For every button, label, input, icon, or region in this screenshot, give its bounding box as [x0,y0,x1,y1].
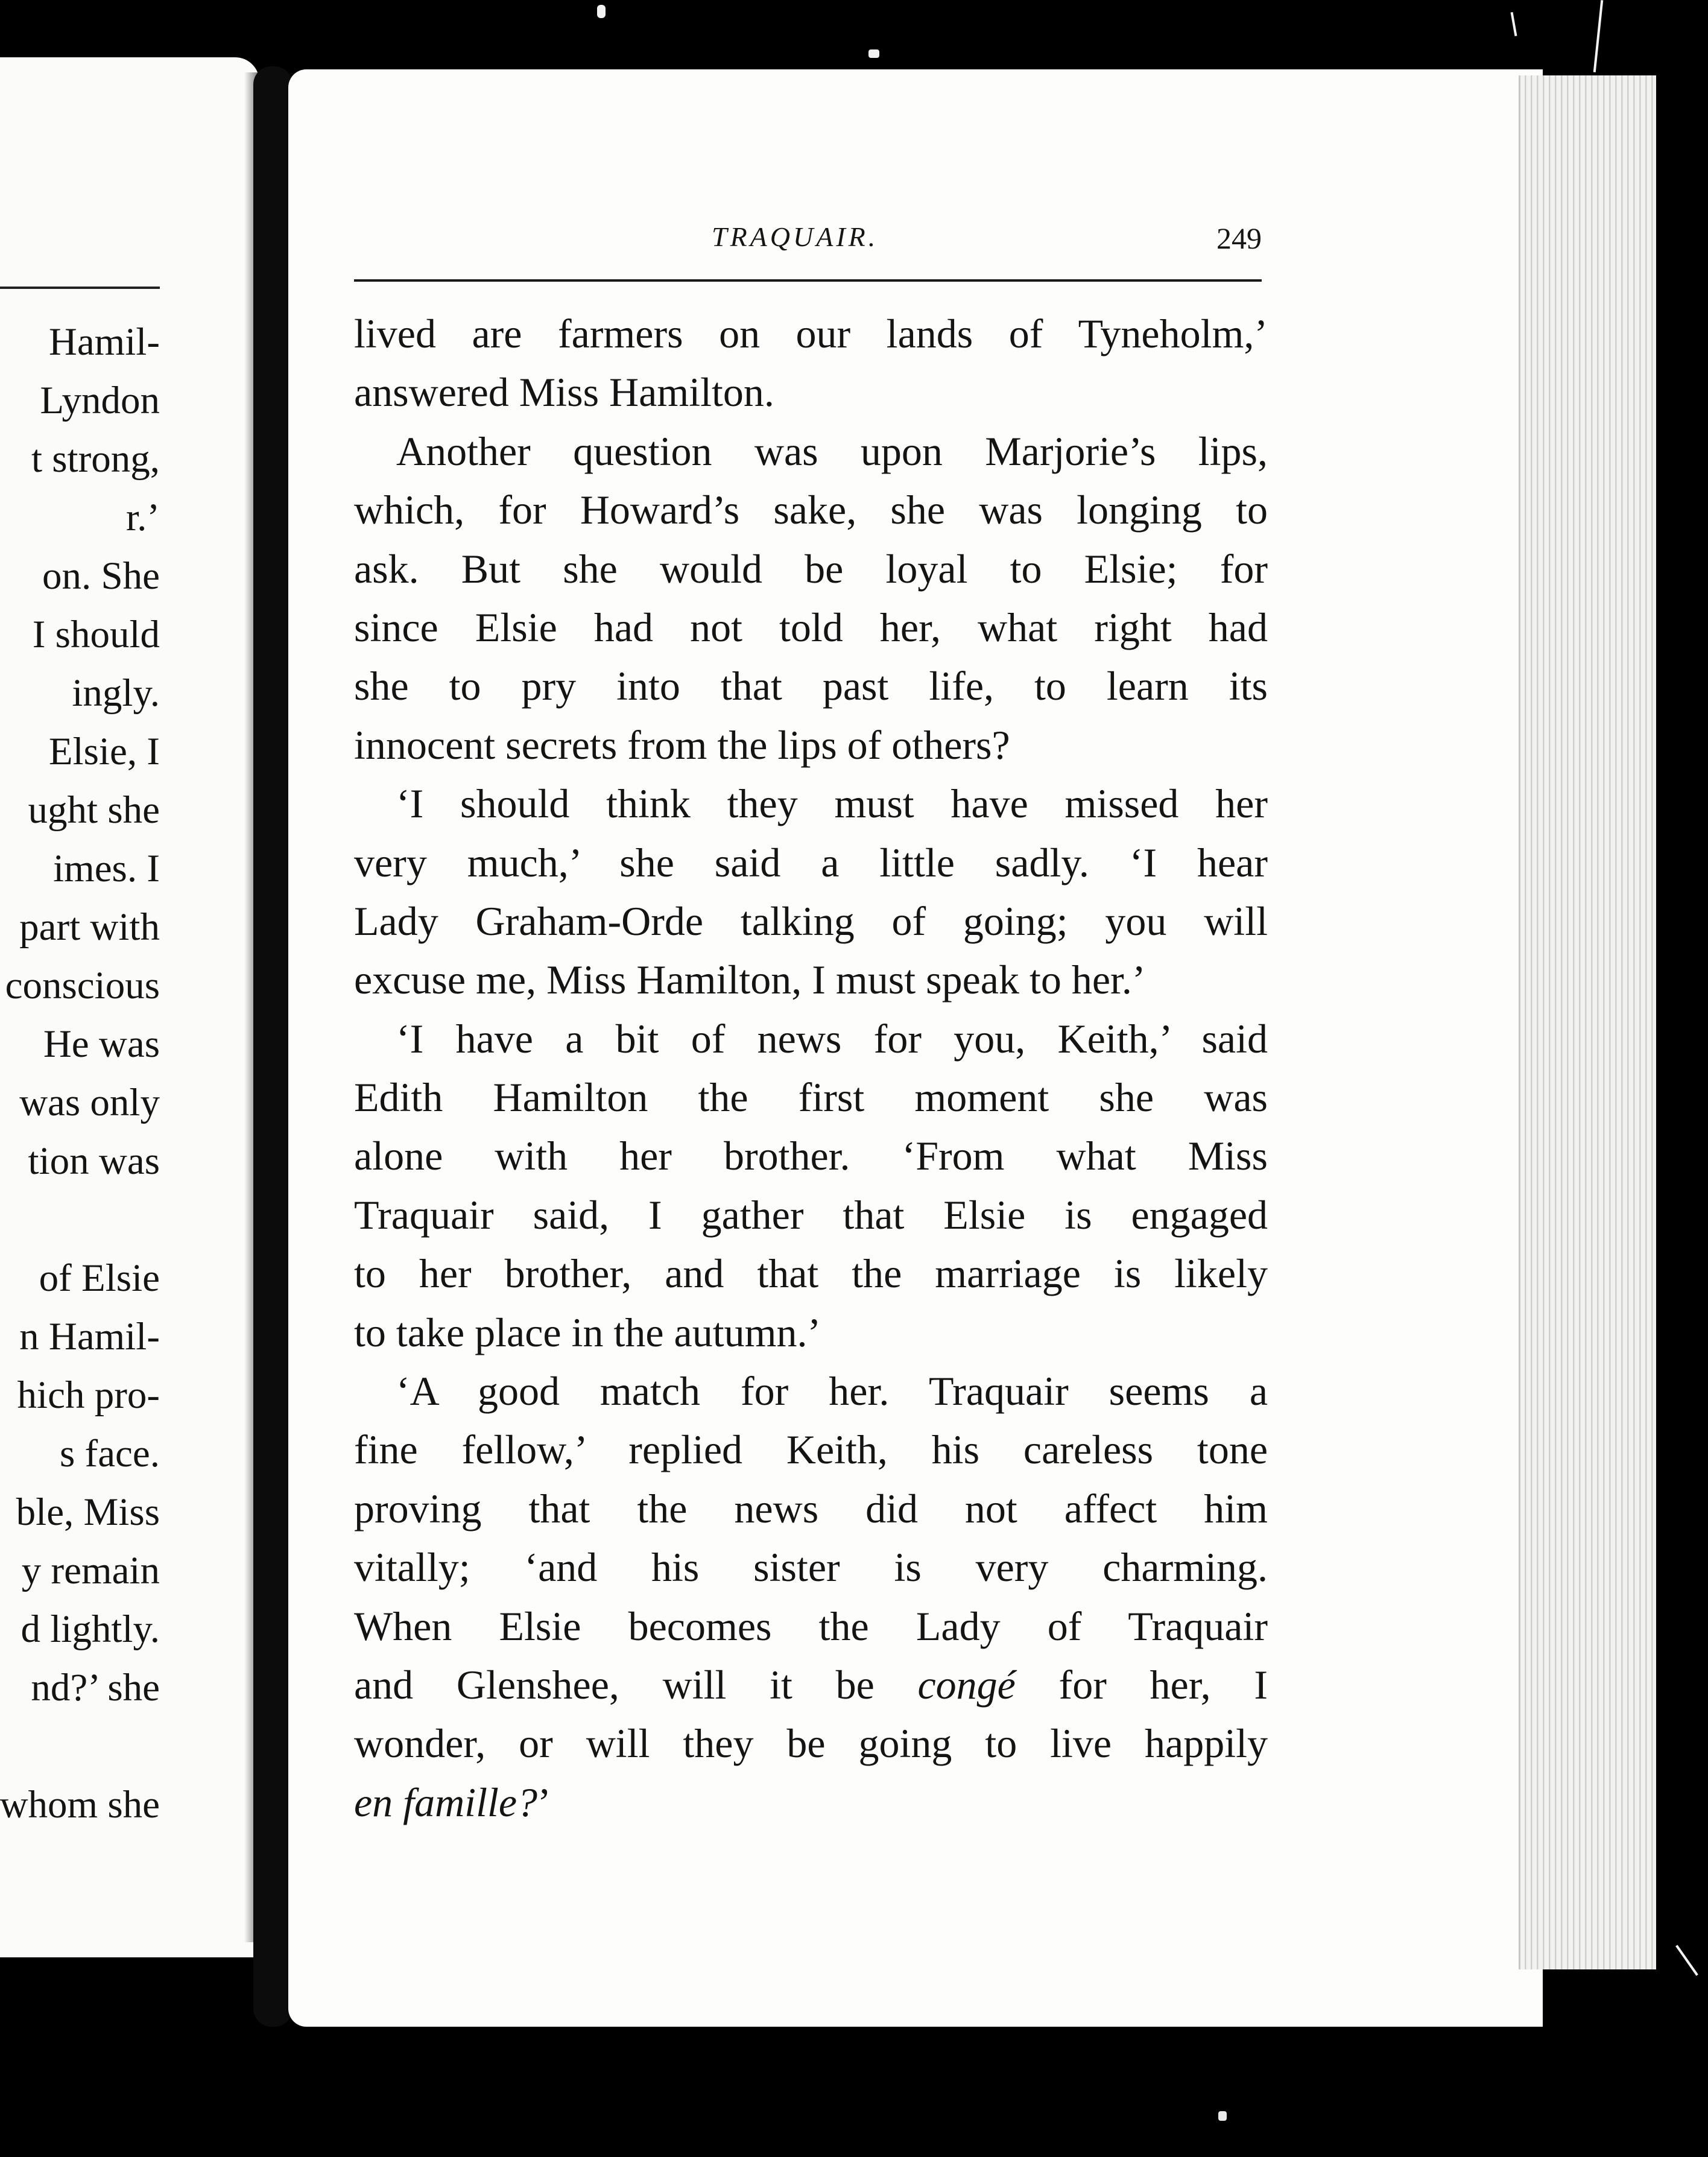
text-line: Edith Hamilton the first moment she was [354,1074,1268,1121]
text-line: When Elsie becomes the Lady of Traquair [354,1603,1268,1649]
text-line: excuse me, Miss Hamilton, I must speak to her.’ [354,957,1146,1003]
scan-edge-mark [1511,12,1517,36]
scan-speck [868,49,879,58]
left-page-fragment: tion was [28,1139,160,1183]
page-edges [1519,75,1656,1969]
left-page-fragment: t strong, [31,437,160,481]
text-line: innocent secrets from the lips of others? [354,721,1010,768]
book-gutter [253,66,293,2027]
left-page-fragment: whom she [0,1783,160,1826]
text-segment: for her, I [1015,1661,1268,1708]
text-line: ‘I have a bit of news for you, Keith,’ said [396,1015,1268,1062]
text-line: to her brother, and that the marriage is likely [354,1250,1268,1297]
body-text [354,305,1268,1832]
left-page-rule [0,287,160,289]
left-page-fragment: He was [43,1022,160,1066]
text-line: Traquair said, I gather that Elsie is engaged [354,1191,1268,1238]
left-page-fragment: was only [19,1081,160,1124]
text-line: wonder, or will they be going to live happily [354,1720,1268,1767]
left-page-fragment: ught she [28,788,160,832]
text-segment: and Glenshee, will it be [354,1661,918,1708]
left-page-fragment: Hamil- [48,320,160,364]
text-line: ask. But she would be loyal to Elsie; for [354,545,1268,592]
scan-speck [1218,2111,1227,2121]
text-line: which, for Howard’s sake, she was longing to [354,487,1268,533]
text-line: ‘A good match for her. Traquair seems a [396,1368,1268,1414]
left-page-fragment: of Elsie [39,1256,160,1300]
left-page-fragment: conscious [5,964,160,1007]
text-line: vitally; ‘and his sister is very charming. [354,1544,1268,1591]
left-page-fragment: s face. [60,1432,160,1475]
left-page-fragment: d lightly. [21,1607,160,1651]
left-page-fragment: Lyndon [40,379,160,422]
text-line-with-italic [354,1656,1268,1714]
text-line: fine fellow,’ replied Keith, his careless tone [354,1427,1268,1473]
scan-speck [597,5,606,18]
text-line-italic [354,1773,1268,1832]
text-line: Lady Graham-Orde talking of going; you will [354,898,1268,944]
left-page-fragment: imes. I [53,847,160,890]
italic-phrase: en famille? [354,1779,538,1825]
left-page [0,57,259,1957]
scan-edge-mark [1675,1945,1698,1975]
page-number: 249 [1216,221,1262,255]
left-page-fragment: r.’ [126,496,160,539]
text-line: she to pry into that past life, to learn its [354,663,1268,709]
left-page-fragment: part with [19,905,160,949]
left-page-fragment: Elsie, I [48,730,160,773]
left-page-fragment: n Hamil- [19,1315,160,1358]
left-page-fragment: ble, Miss [16,1490,160,1534]
text-line: Another question was upon Marjorie’s lips, [396,428,1268,474]
header-rule [354,279,1262,282]
text-line: since Elsie had not told her, what right had [354,604,1268,650]
left-page-fragment: I should [32,613,160,656]
text-line: lived are farmers on our lands of Tyneholm,’ [354,311,1268,356]
text-line: answered Miss Hamilton. [354,369,774,416]
italic-word: congé [917,1661,1016,1708]
left-page-fragment: ingly. [72,671,160,715]
text-line: proving that the news did not affect him [354,1485,1268,1531]
text-line: alone with her brother. ‘From what Miss [354,1133,1268,1179]
left-page-fragment: on. She [42,554,160,598]
closing-quote: ’ [537,1779,551,1825]
running-head: TRAQUAIR. [712,221,879,252]
text-line: very much,’ she said a little sadly. ‘I hear [354,839,1268,885]
left-page-fragment: hich pro- [17,1373,160,1417]
text-line: ‘I should think they must have missed her [396,781,1268,827]
left-page-fragment: nd?’ she [31,1666,160,1709]
scan-edge-mark [1593,0,1604,72]
text-line: to take place in the autumn.’ [354,1309,821,1355]
left-page-fragment: y remain [21,1549,160,1592]
